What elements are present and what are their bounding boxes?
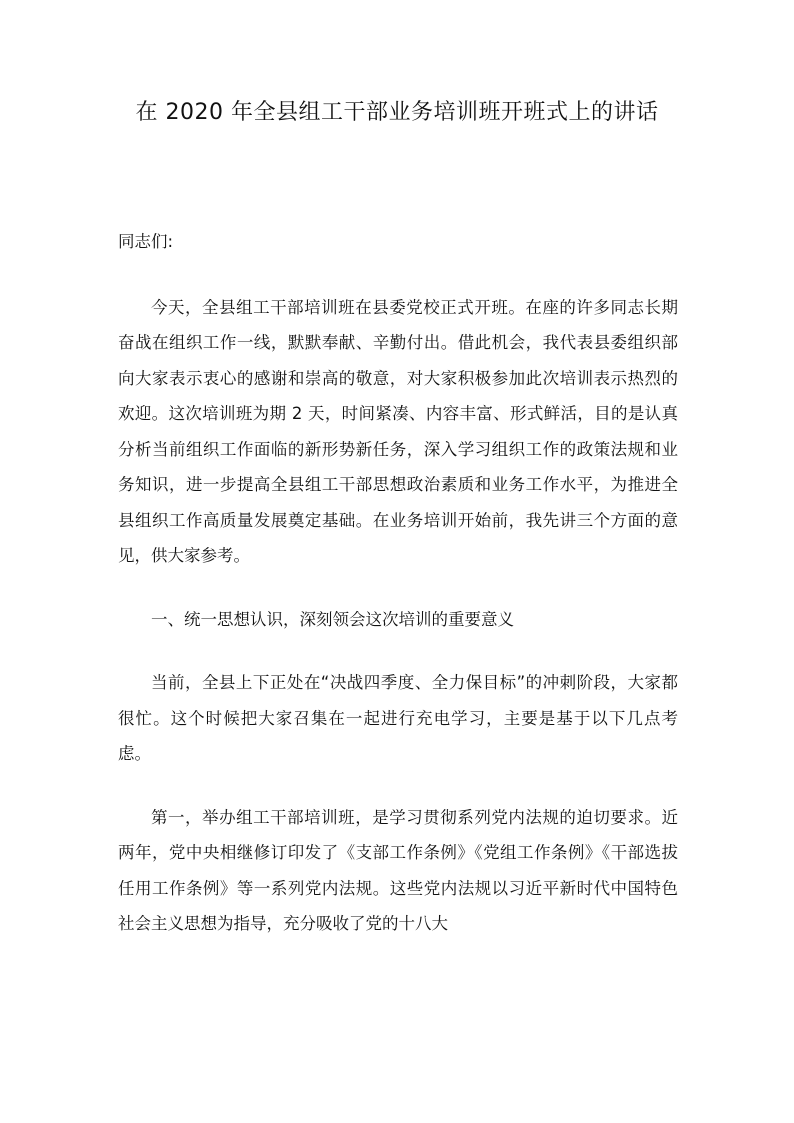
paragraph-opening: 今天，全县组工干部培训班在县委党校正式开班。在座的许多同志长期奋战在组织工作一线，默默奉献、辛勤付出。借此机会，我代表县委组织部向大家表示衷心的感谢和崇高的敬意，对大家积极参加此次培训表示热烈的欢迎。这次培训班为期 2 天，时间紧凑、内容丰富、形式鲜活，目的是认真分析当前组织工作面临的新形势新任务，深入学习组织工作的政策法规和业务知识，进一步提高全县组工干部思想政治素质和业务工作水平，为推进全县组织工作高质量发展奠定基础。在业务培训开始前，我先讲三个方面的意见，供大家参考。 [118,297,678,565]
document-body [118,224,678,942]
salutation: 同志们: [118,232,174,251]
paragraph-first-point: 第一，举办组工干部培训班，是学习贯彻系列党内法规的迫切要求。近两年，党中央相继修订印发了《支部工作条例》《党组工作条例》《干部选拔任用工作条例》等一系列党内法规。这些党内法规以习近平新时代中国特色社会主义思想为指导，充分吸收了党的十八大 [118,807,678,933]
paragraph-context: 当前，全县上下正处在“决战四季度、全力保目标”的冲刺阶段，大家都很忙。这个时候把大家召集在一起进行充电学习，主要是基于以下几点考虑。 [118,673,678,763]
section-heading-1: 一、统一思想认识，深刻领会这次培训的重要意义 [151,609,514,629]
document-title: 在 2020 年全县组工干部业务培训班开班式上的讲话 [135,100,659,125]
